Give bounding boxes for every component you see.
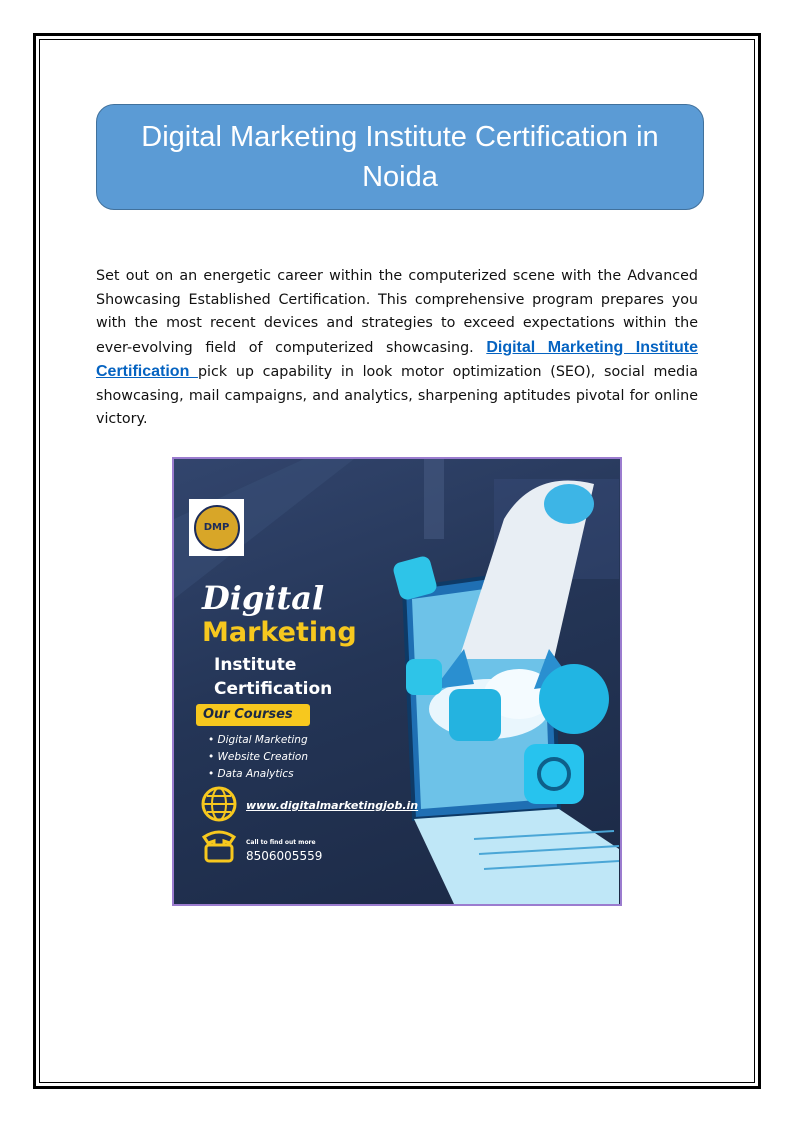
logo-emblem: DMP bbox=[194, 505, 240, 551]
certification-link[interactable]: Digital Marketing Institute Certification bbox=[96, 338, 698, 381]
poster-heading-institute: Institute bbox=[214, 655, 297, 675]
title-banner bbox=[96, 104, 704, 210]
poster-heading-digital: Digital bbox=[202, 579, 325, 617]
dmp-logo bbox=[189, 499, 244, 556]
course-item: • Data Analytics bbox=[208, 766, 308, 783]
course-item: • Digital Marketing bbox=[208, 732, 308, 749]
poster-heading-marketing: Marketing bbox=[202, 617, 357, 648]
course-list bbox=[208, 732, 308, 783]
intro-paragraph bbox=[96, 265, 698, 432]
poster-website: www.digitalmarketingjob.in bbox=[246, 799, 419, 812]
promo-poster-image bbox=[172, 457, 622, 906]
poster-call-label: Call to find out more bbox=[246, 839, 316, 846]
course-item: • Website Creation bbox=[208, 749, 308, 766]
paragraph-text-before: Set out on an energetic career within the computerized scene with the Advanced Showcasing Established Certification. This comprehensive program prepares you with the most recent devices and strategies to exceed expectations within the ever-evolving field of computerized showcasing. bbox=[96, 268, 698, 356]
paragraph-text-after: pick up capability in look motor optimization (SEO), social media showcasing, mail campaigns, and analytics, sharpening aptitudes pivotal for online victory. bbox=[96, 364, 698, 428]
courses-badge: Our Courses bbox=[196, 704, 310, 726]
page-title: Digital Marketing Institute Certification in Noida bbox=[141, 121, 659, 193]
poster-heading-certification: Certification bbox=[214, 679, 333, 699]
poster-phone: 8506005559 bbox=[246, 849, 323, 863]
